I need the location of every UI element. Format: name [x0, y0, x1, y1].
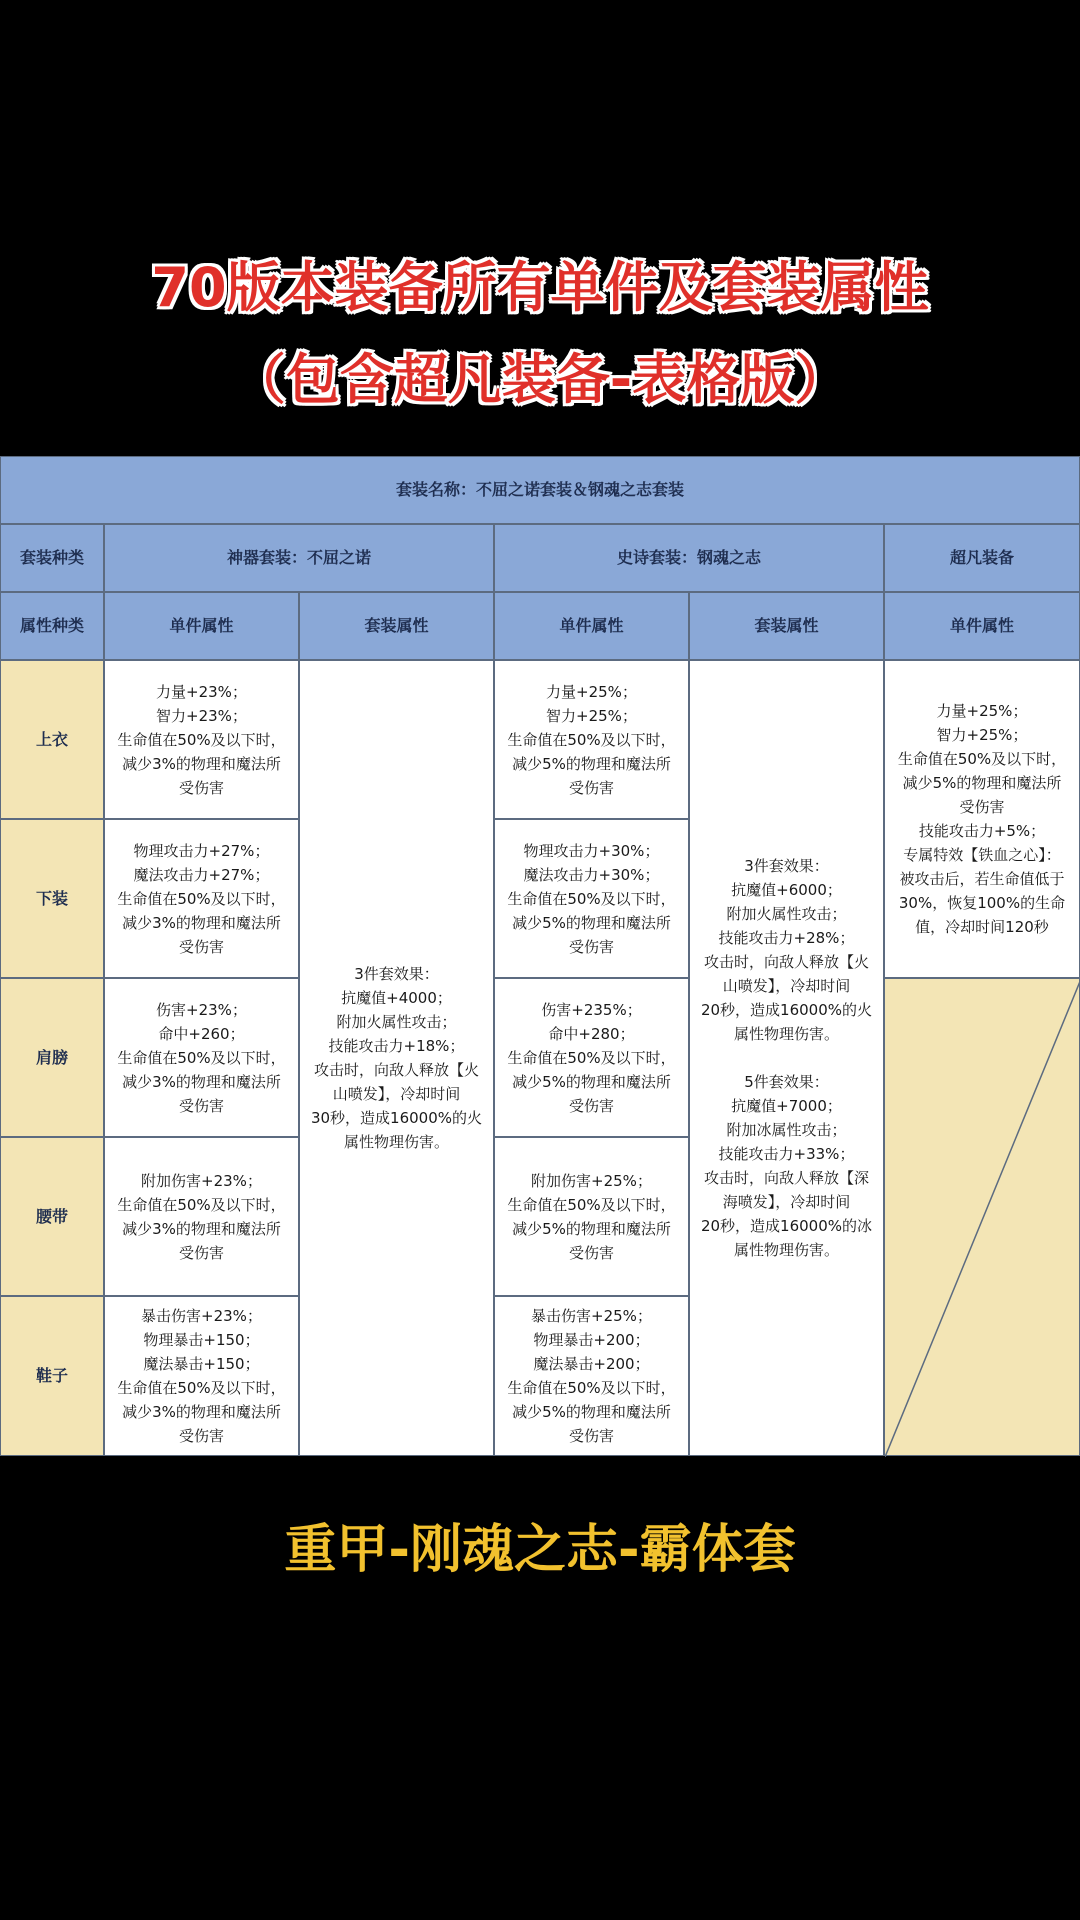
epic-single-shoulder: 伤害+235%； 命中+280； 生命值在50%及以下时， 减少5%的物理和魔法所 受伤害 [494, 978, 689, 1137]
row-label-bottom: 下装 [0, 819, 104, 978]
col-epic-set: 套装属性 [689, 592, 884, 660]
epic-single-shoes: 暴击伤害+25%； 物理暴击+200； 魔法暴击+200； 生命值在50%及以下时， 减少5%的物理和魔法所 受伤害 [494, 1296, 689, 1456]
page-title-line2: （包含超凡装备-表格版） [231, 348, 849, 411]
page-title-line1: 70版本装备所有单件及套装属性 [151, 256, 929, 319]
bottom-caption: 重甲-刚魂之志-霸体套 [284, 1520, 796, 1580]
table-caption: 套装名称：不屈之诺套装＆钢魂之志套装 [0, 456, 1080, 524]
set-epic-header: 史诗套装：钢魂之志 [494, 524, 884, 592]
row-label-top: 上衣 [0, 660, 104, 819]
super-single-effect: 力量+25%； 智力+25%； 生命值在50%及以下时， 减少5%的物理和魔法所 受伤害 技能攻击力+5%； 专属特效【铁血之心】： 被攻击后，若生命值低于 30%，恢复100%的生命 值，冷却时间120秒 [884, 660, 1080, 978]
artifact-single-belt: 附加伤害+23%； 生命值在50%及以下时， 减少3%的物理和魔法所 受伤害 [104, 1137, 299, 1296]
epic-single-top: 力量+25%； 智力+25%； 生命值在50%及以下时， 减少5%的物理和魔法所 受伤害 [494, 660, 689, 819]
artifact-set-effect: 3件套效果： 抗魔值+4000； 附加火属性攻击； 技能攻击力+18%； 攻击时，向敌人释放【火 山喷发】，冷却时间 30秒，造成16000%的火 属性物理伤害。 [299, 660, 494, 1456]
empty-diagonal-cell [884, 978, 1080, 1456]
epic-set-effect: 3件套效果： 抗魔值+6000； 附加火属性攻击； 技能攻击力+28%； 攻击时，向敌人释放【火 山喷发】，冷却时间 20秒，造成16000%的火 属性物理伤害。 5件套效果： 抗魔值+7000； 附加冰属性攻击； 技能攻击力+33%； 攻击时，向敌人释放【深 海喷发】，冷却时间 20秒，造成16000%的冰 属性物理伤害。 [689, 660, 884, 1456]
artifact-single-bottom: 物理攻击力+27%； 魔法攻击力+27%； 生命值在50%及以下时， 减少3%的物理和魔法所 受伤害 [104, 819, 299, 978]
set-super-header: 超凡装备 [884, 524, 1080, 592]
row-label-belt: 腰带 [0, 1137, 104, 1296]
row-label-shoes: 鞋子 [0, 1296, 104, 1456]
epic-single-belt: 附加伤害+25%； 生命值在50%及以下时， 减少5%的物理和魔法所 受伤害 [494, 1137, 689, 1296]
attr-type-label: 属性种类 [0, 592, 104, 660]
set-artifact-header: 神器套装：不屈之诺 [104, 524, 494, 592]
artifact-single-shoes: 暴击伤害+23%； 物理暴击+150； 魔法暴击+150； 生命值在50%及以下时， 减少3%的物理和魔法所 受伤害 [104, 1296, 299, 1456]
artifact-single-shoulder: 伤害+23%； 命中+260； 生命值在50%及以下时， 减少3%的物理和魔法所 受伤害 [104, 978, 299, 1137]
set-type-label: 套装种类 [0, 524, 104, 592]
diagonal-line [885, 979, 1080, 1457]
col-epic-single: 单件属性 [494, 592, 689, 660]
col-artifact-set: 套装属性 [299, 592, 494, 660]
artifact-single-top: 力量+23%； 智力+23%； 生命值在50%及以下时， 减少3%的物理和魔法所 受伤害 [104, 660, 299, 819]
col-artifact-single: 单件属性 [104, 592, 299, 660]
epic-single-bottom: 物理攻击力+30%； 魔法攻击力+30%； 生命值在50%及以下时， 减少5%的物理和魔法所 受伤害 [494, 819, 689, 978]
row-label-shoulder: 肩膀 [0, 978, 104, 1137]
equipment-table [0, 456, 1080, 1456]
col-super-single: 单件属性 [884, 592, 1080, 660]
